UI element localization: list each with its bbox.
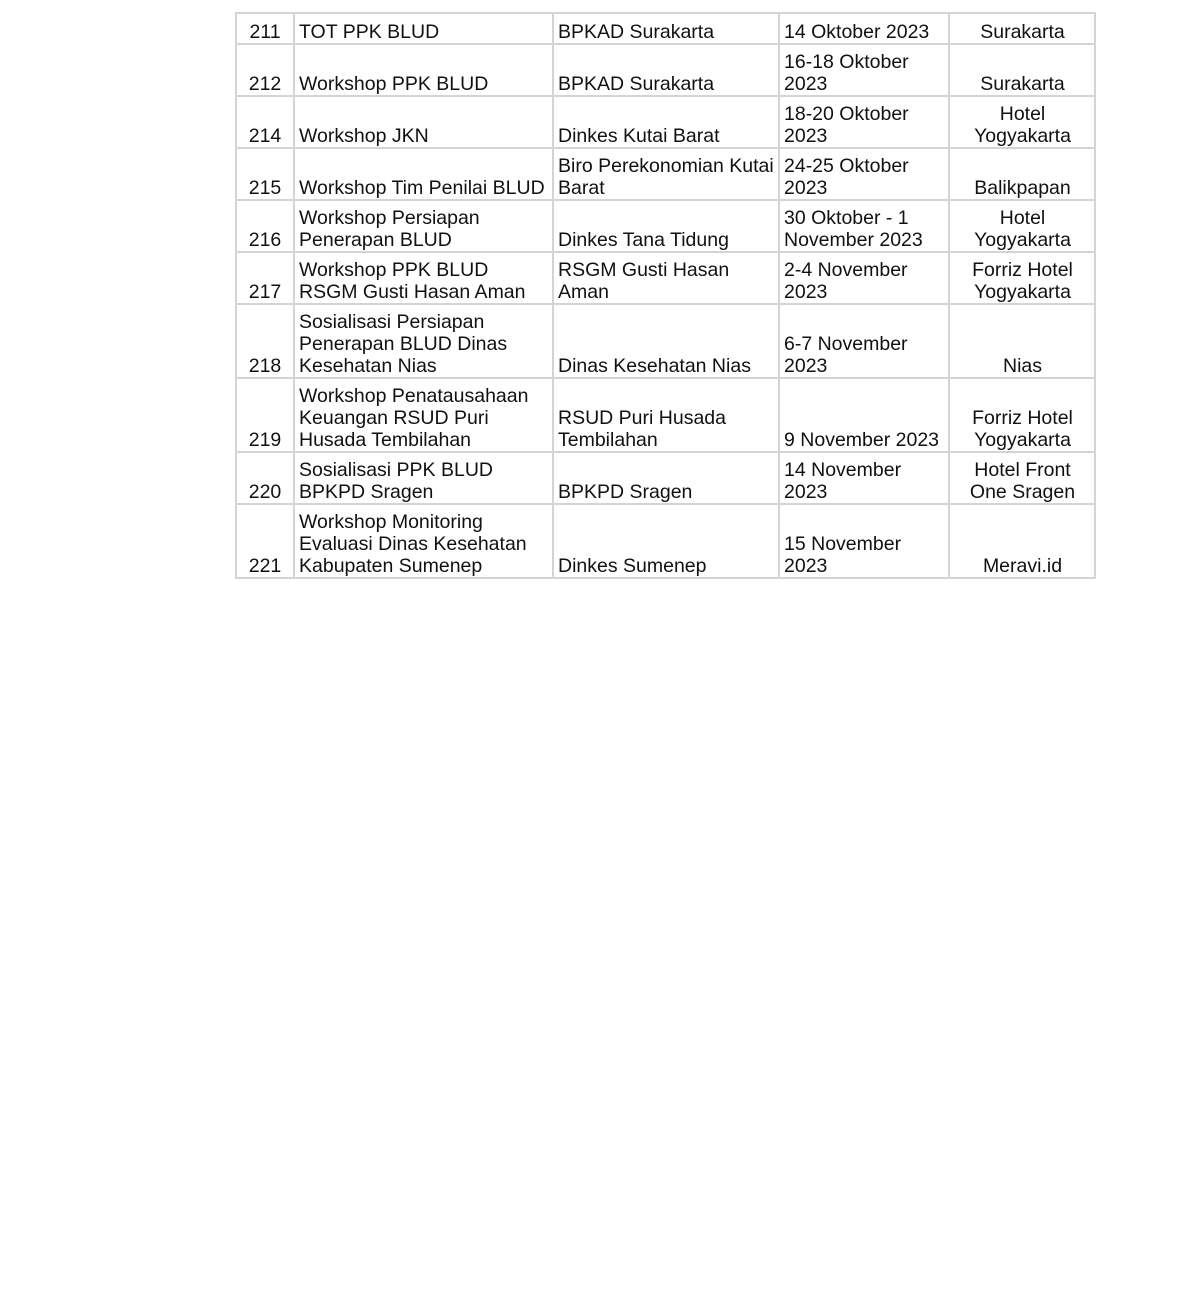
organizer: RSGM Gusti Hasan Aman	[553, 252, 779, 304]
table-row	[236, 148, 1095, 200]
event-date: 16-18 Oktober 2023	[779, 44, 949, 96]
event-name: Workshop Tim Penilai BLUD	[294, 148, 553, 200]
table-row	[236, 44, 1095, 96]
table-row	[236, 504, 1095, 578]
event-name: Workshop Monitoring Evaluasi Dinas Kesehatan Kabupaten Sumenep	[294, 504, 553, 578]
events-table	[235, 12, 1096, 579]
row-number: 216	[236, 200, 294, 252]
organizer: BPKAD Surakarta	[553, 44, 779, 96]
event-date: 30 Oktober - 1 November 2023	[779, 200, 949, 252]
event-date: 14 Oktober 2023	[779, 13, 949, 44]
event-name: Sosialisasi Persiapan Penerapan BLUD Dinas Kesehatan Nias	[294, 304, 553, 378]
event-date: 24-25 Oktober 2023	[779, 148, 949, 200]
event-place: Meravi.id	[949, 504, 1095, 578]
table-row	[236, 252, 1095, 304]
row-number: 214	[236, 96, 294, 148]
event-name: Workshop JKN	[294, 96, 553, 148]
organizer: Dinkes Kutai Barat	[553, 96, 779, 148]
row-number: 212	[236, 44, 294, 96]
table-row	[236, 96, 1095, 148]
event-name: Workshop PPK BLUD RSGM Gusti Hasan Aman	[294, 252, 553, 304]
event-place: Forriz Hotel Yogyakarta	[949, 252, 1095, 304]
row-number: 218	[236, 304, 294, 378]
event-name: Workshop PPK BLUD	[294, 44, 553, 96]
organizer: Dinkes Tana Tidung	[553, 200, 779, 252]
event-place: Surakarta	[949, 44, 1095, 96]
table-row	[236, 200, 1095, 252]
event-date: 15 November 2023	[779, 504, 949, 578]
organizer: Dinas Kesehatan Nias	[553, 304, 779, 378]
table-row	[236, 304, 1095, 378]
organizer: BPKPD Sragen	[553, 452, 779, 504]
row-number: 217	[236, 252, 294, 304]
event-place: Hotel Yogyakarta	[949, 96, 1095, 148]
event-date: 14 November 2023	[779, 452, 949, 504]
event-name: Workshop Persiapan Penerapan BLUD	[294, 200, 553, 252]
event-date: 2-4 November 2023	[779, 252, 949, 304]
event-place: Forriz Hotel Yogyakarta	[949, 378, 1095, 452]
organizer: RSUD Puri Husada Tembilahan	[553, 378, 779, 452]
event-name: Sosialisasi PPK BLUD BPKPD Sragen	[294, 452, 553, 504]
event-name: TOT PPK BLUD	[294, 13, 553, 44]
row-number: 221	[236, 504, 294, 578]
row-number: 220	[236, 452, 294, 504]
event-date: 6-7 November 2023	[779, 304, 949, 378]
event-place: Balikpapan	[949, 148, 1095, 200]
table-row	[236, 378, 1095, 452]
event-place: Surakarta	[949, 13, 1095, 44]
event-place: Hotel Front One Sragen	[949, 452, 1095, 504]
row-number: 215	[236, 148, 294, 200]
organizer: Dinkes Sumenep	[553, 504, 779, 578]
event-date: 18-20 Oktober 2023	[779, 96, 949, 148]
event-date: 9 November 2023	[779, 378, 949, 452]
table-row	[236, 452, 1095, 504]
event-place: Nias	[949, 304, 1095, 378]
row-number: 211	[236, 13, 294, 44]
organizer: Biro Perekonomian Kutai Barat	[553, 148, 779, 200]
table-row	[236, 13, 1095, 44]
event-name: Workshop Penatausahaan Keuangan RSUD Puri Husada Tembilahan	[294, 378, 553, 452]
event-place: Hotel Yogyakarta	[949, 200, 1095, 252]
row-number: 219	[236, 378, 294, 452]
organizer: BPKAD Surakarta	[553, 13, 779, 44]
